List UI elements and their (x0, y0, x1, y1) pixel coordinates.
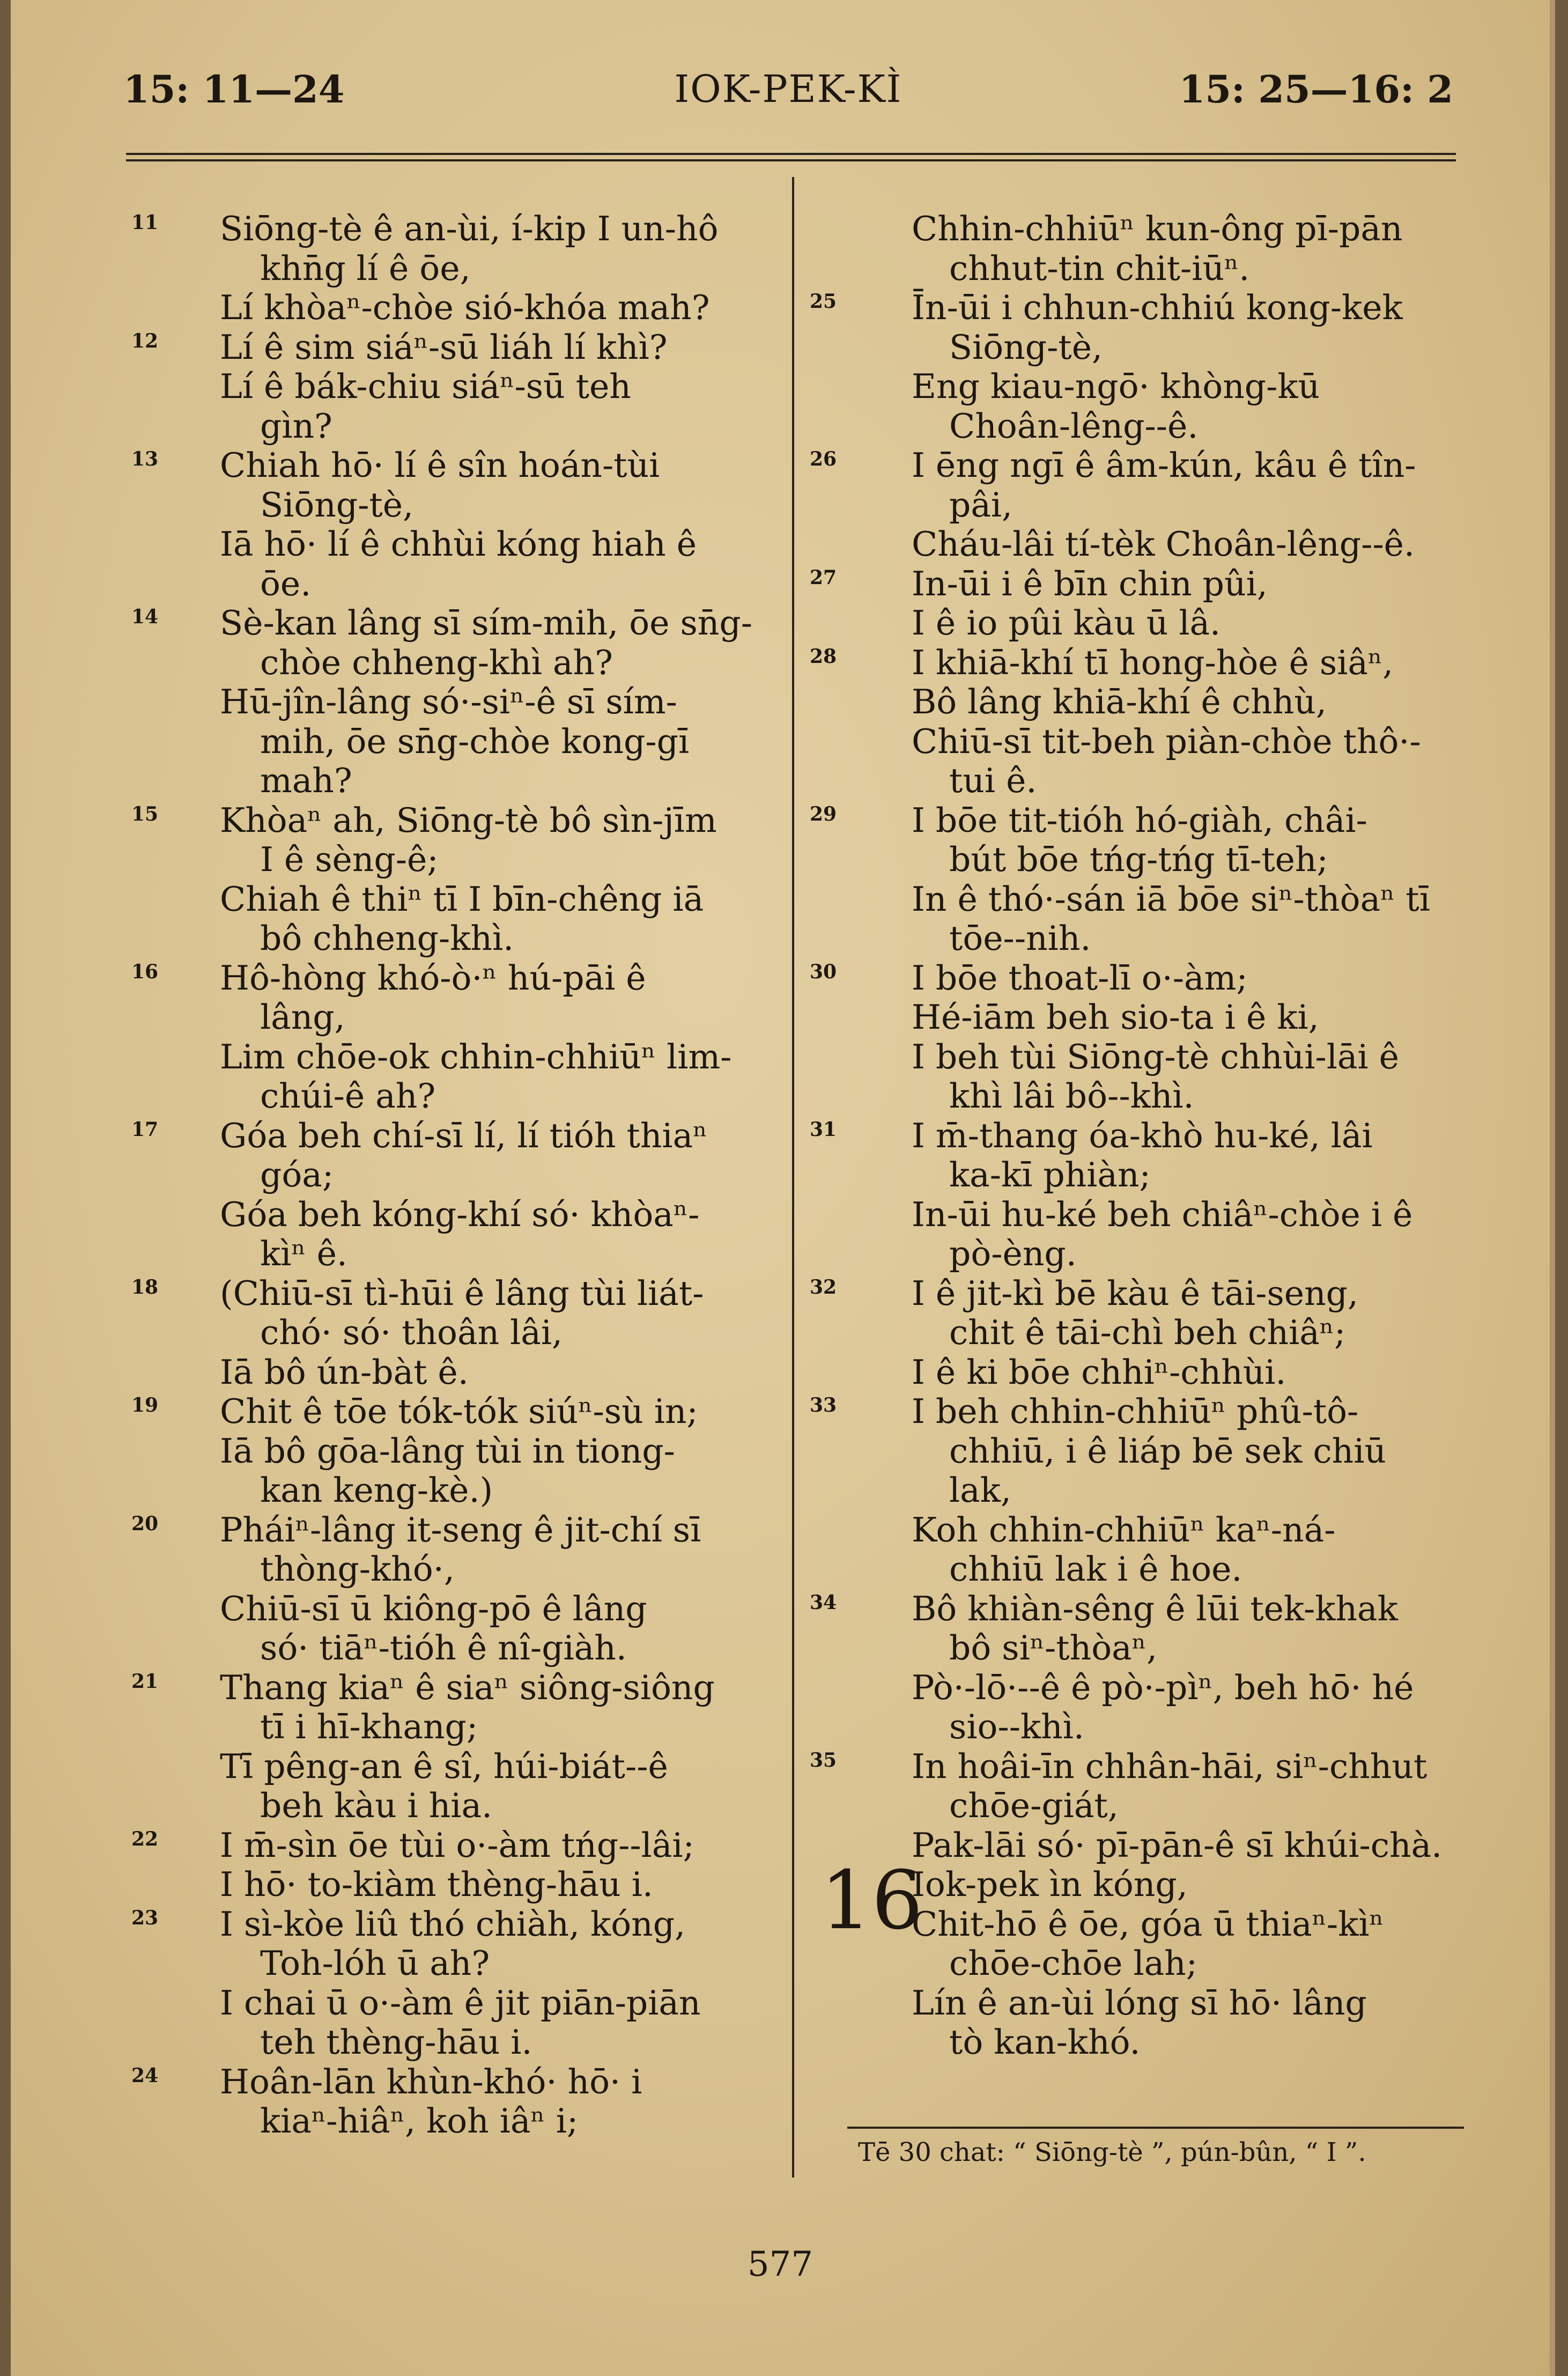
verse-line (123, 1116, 783, 1156)
verse-text: I beh chhin-chhiūⁿ phû-tô- (912, 1392, 1359, 1431)
verse-text: thòng-khó·, (260, 1549, 455, 1589)
verse-number: 25 (810, 290, 837, 313)
verse-line (123, 446, 783, 485)
verse-number: 26 (810, 448, 837, 470)
verse-text: chōe-chōe lah; (949, 1944, 1197, 1983)
verse-line (123, 1786, 783, 1826)
page-number: 577 (747, 2245, 813, 2284)
verse-number: 27 (810, 566, 837, 589)
verse-line (810, 1353, 1469, 1392)
verse-line (123, 682, 783, 722)
verse-text: I chai ū o·-àm ê jit piān-piān (220, 1983, 701, 2023)
verse-line (123, 1037, 783, 1077)
verse-text: In-ūi i ê bīn chin pûi, (912, 564, 1268, 603)
verse-text: Sè-kan lâng sī sím-mih, ōe sn̄g- (220, 603, 752, 643)
verse-text: Siōng-tè ê an-ùi, í-kip I un-hô (220, 209, 719, 248)
verse-line (810, 525, 1469, 564)
verse-text: ōe. (260, 564, 312, 603)
verse-line (123, 919, 783, 958)
verse-line (810, 1116, 1469, 1156)
verse-text: I sì-kòe liû thó chiàh, kóng, (220, 1904, 686, 1944)
verse-line (810, 643, 1469, 683)
verse-text: Chiū-sī ū kiông-pō ê lâng (220, 1589, 647, 1628)
verse-text: I ê jit-kì bē kàu ê tāi-seng, (912, 1273, 1358, 1313)
verse-text: I ēng ngī ê âm-kún, kâu ê tîn- (912, 446, 1416, 485)
verse-text: bút bōe tńg-tńg tī-teh; (949, 840, 1328, 879)
verse-number: 35 (810, 1748, 837, 1772)
verse-number: 21 (131, 1670, 159, 1693)
verse-text: gìn? (260, 406, 332, 446)
verse-text: Pò·-lō·--ê ê pò·-pìⁿ, beh hō· hé (912, 1667, 1414, 1707)
verse-line (123, 288, 783, 328)
verse-line (123, 643, 783, 683)
verse-line (123, 1549, 783, 1589)
verse-line (123, 1983, 783, 2023)
verse-text: Hô-hòng khó-ò·ⁿ hú-pāi ê (220, 958, 646, 998)
verse-line (123, 1392, 783, 1431)
verse-text: In ê thó·-sán iā bōe siⁿ-thòaⁿ tī (912, 879, 1430, 919)
verse-line (123, 1076, 783, 1116)
verse-line (123, 1668, 783, 1708)
verse-text: Tī pêng-an ê sî, húi-biát--ê (220, 1746, 668, 1786)
verse-text: Iā hō· lí ê chhùi kóng hiah ê (220, 525, 697, 564)
verse-text: bô chheng-khì. (260, 919, 514, 958)
verse-line (123, 1865, 783, 1905)
verse-text: I beh tùi Siōng-tè chhùi-lāi ê (912, 1037, 1399, 1076)
verse-text: beh kàu i hia. (260, 1786, 493, 1825)
verse-text: tui ê. (949, 761, 1037, 800)
verse-number: 20 (131, 1512, 159, 1535)
verse-line (123, 1195, 783, 1235)
verse-line (810, 367, 1469, 407)
verse-text: chōe-giát, (949, 1786, 1119, 1825)
chapter-number: 16 (820, 1854, 923, 1947)
verse-text: chòe chheng-khì ah? (260, 643, 613, 682)
verse-line (810, 1549, 1469, 1589)
footnote: Tē 30 chat: “ Siōng-tè ”, pún-bûn, “ I ”. (858, 2137, 1366, 2167)
verse-line (810, 1313, 1469, 1353)
verse-line (810, 1628, 1469, 1668)
verse-text: chhut-tin chit-iūⁿ. (949, 248, 1250, 288)
verse-line (123, 1234, 783, 1274)
verse-number: 19 (131, 1394, 159, 1416)
verse-text: I khiā-khí tī hong-hòe ê siâⁿ, (912, 643, 1394, 682)
verse-text: tōe--nih. (949, 919, 1091, 958)
verse-line (810, 761, 1469, 801)
verse-text: Lí khòaⁿ-chòe sió-khóa mah? (220, 288, 710, 327)
verse-text: chúi-ê ah? (260, 1076, 436, 1116)
verse-line (123, 840, 783, 880)
verse-line (810, 2023, 1469, 2062)
verse-line (810, 1905, 1469, 1944)
verse-number: 34 (810, 1591, 837, 1614)
verse-line (810, 1037, 1469, 1077)
verse-line (123, 249, 783, 289)
column-divider (792, 177, 794, 2178)
verse-line (123, 2062, 783, 2102)
verse-text: Eng kiau-ngō· khòng-kū (912, 367, 1320, 406)
verse-text: tī i hī-khang; (260, 1707, 478, 1746)
verse-line (123, 722, 783, 762)
verse-text: Cháu-lâi tí-tèk Choân-lêng--ê. (912, 525, 1415, 564)
verse-line (123, 2023, 783, 2062)
verse-text: Chiah ê thiⁿ tī I bīn-chêng iā (220, 879, 704, 919)
running-header (123, 67, 1453, 115)
verse-line (810, 682, 1469, 722)
verse-line (123, 958, 783, 998)
verse-text: Iā bô ún-bàt ê. (220, 1352, 469, 1392)
verse-text: Koh chhin-chhiūⁿ kaⁿ-ná- (912, 1510, 1336, 1549)
verse-line (810, 801, 1469, 840)
verse-text: teh thèng-hāu i. (260, 2023, 532, 2062)
verse-line (123, 407, 783, 446)
verse-line (123, 328, 783, 367)
verse-text: I ê ki bōe chhiⁿ-chhùi. (912, 1352, 1286, 1392)
verse-text: kan keng-kè.) (260, 1471, 493, 1510)
verse-text: Góa beh chí-sī lí, lí tióh thiaⁿ (220, 1116, 708, 1155)
verse-line (810, 249, 1469, 289)
verse-text: Siōng-tè, (949, 327, 1103, 367)
verse-text: pò-èng. (949, 1234, 1077, 1273)
verse-text: kiaⁿ-hiâⁿ, koh iâⁿ i; (260, 2101, 579, 2141)
verse-line (123, 367, 783, 407)
verse-text: I m̄-sìn ōe tùi o·-àm tńg--lâi; (220, 1825, 694, 1865)
verse-number: 16 (131, 960, 159, 983)
verse-line (123, 880, 783, 919)
verse-text: Bô khiàn-sêng ê lūi tek-khak (912, 1589, 1398, 1628)
verse-line (123, 525, 783, 564)
verse-line (123, 998, 783, 1037)
verse-text: Chiū-sī tit-beh piàn-chòe thô·- (912, 721, 1421, 761)
verse-line (123, 1471, 783, 1510)
verse-line (123, 1944, 783, 1983)
verse-line (810, 288, 1469, 328)
header-right-reference: 15: 25—16: 2 (1179, 67, 1453, 112)
verse-text: chó· só· thoân lâi, (260, 1313, 563, 1352)
verse-text: Toh-lóh ū ah? (260, 1944, 490, 1983)
verse-line (810, 1786, 1469, 1826)
verse-line (810, 1155, 1469, 1195)
verse-number: 30 (810, 960, 837, 983)
verse-line (810, 1076, 1469, 1116)
verse-text: Hū-jîn-lâng só·-siⁿ-ê sī sím- (220, 682, 677, 721)
verse-line (810, 328, 1469, 367)
verse-line (810, 564, 1469, 604)
verse-text: mah? (260, 761, 352, 800)
verse-line (810, 1392, 1469, 1431)
verse-text: In hoâi-īn chhân-hāi, siⁿ-chhut (912, 1746, 1428, 1786)
verse-text: Khòaⁿ ah, Siōng-tè bô sìn-jīm (220, 800, 717, 840)
verse-line (810, 407, 1469, 446)
verse-text: In-ūi hu-ké beh chiâⁿ-chòe i ê (912, 1194, 1413, 1234)
verse-line (123, 1155, 783, 1195)
verse-line (810, 1234, 1469, 1274)
verse-number: 24 (131, 2064, 159, 2087)
verse-text: Chiah hō· lí ê sîn hoán-tùi (220, 446, 660, 485)
verse-number: 22 (131, 1827, 159, 1850)
verse-number: 28 (810, 645, 837, 668)
verse-text: góa; (260, 1155, 334, 1194)
verse-line (810, 1195, 1469, 1235)
verse-line (123, 1431, 783, 1471)
verse-text: Lí ê sim siáⁿ-sū liáh lí khì? (220, 327, 668, 367)
verse-text: lak, (949, 1471, 1011, 1510)
verse-text: mih, ōe sn̄g-chòe kong-gī (260, 721, 690, 761)
verse-text: Thang kiaⁿ ê siaⁿ siông-siông (220, 1667, 715, 1707)
verse-line (810, 919, 1469, 958)
verse-text: I ê sèng-ê; (260, 840, 439, 879)
verse-line (810, 1668, 1469, 1708)
verse-text: Choân-lêng--ê. (949, 406, 1199, 446)
verse-text: ka-kī phiàn; (949, 1155, 1151, 1194)
verse-number: 11 (131, 211, 159, 234)
verse-line (810, 1510, 1469, 1550)
verse-line (123, 564, 783, 604)
verse-text: lâng, (260, 998, 345, 1037)
verse-number: 32 (810, 1275, 837, 1298)
verse-text: (Chiū-sī tì-hūi ê lâng tùi liát- (220, 1273, 704, 1313)
verse-line (123, 801, 783, 840)
verse-text: I bōe thoat-lī o·-àm; (912, 958, 1248, 998)
verse-text: Lí ê bák-chiu siáⁿ-sū teh (220, 367, 631, 406)
verse-line (123, 1707, 783, 1747)
verse-text: kìⁿ ê. (260, 1234, 347, 1273)
verse-line (810, 1589, 1469, 1629)
verse-text: Iok-pek ìn kóng, (912, 1865, 1188, 1904)
verse-text: Lim chōe-ok chhin-chhiūⁿ lim- (220, 1037, 732, 1076)
verse-line (810, 958, 1469, 998)
verse-line (810, 1944, 1469, 1983)
verse-line (810, 880, 1469, 919)
verse-text: Chhin-chhiūⁿ kun-ông pī-pān (912, 209, 1403, 248)
verse-number: 29 (810, 802, 837, 825)
verse-line (810, 446, 1469, 485)
verse-number: 17 (131, 1118, 159, 1141)
verse-line (123, 1274, 783, 1314)
verse-text: I bōe tit-tióh hó-giàh, châi- (912, 800, 1367, 840)
verse-line (123, 485, 783, 525)
verse-text: Iā bô gōa-lâng tùi in tiong- (220, 1431, 675, 1471)
verse-text: I ê io pûi kàu ū lâ. (912, 603, 1221, 643)
verse-text: Hé-iām beh sio-ta i ê ki, (912, 998, 1319, 1037)
verse-number: 12 (131, 329, 159, 352)
verse-line (123, 1353, 783, 1392)
verse-line (810, 1431, 1469, 1471)
verse-line (123, 1589, 783, 1629)
verse-line (810, 1747, 1469, 1787)
verse-text: bô siⁿ-thòaⁿ, (949, 1628, 1157, 1667)
verse-line (810, 1983, 1469, 2023)
verse-text: khì lâi bô--khì. (949, 1076, 1194, 1116)
verse-text: chhiū, i ê liáp bē sek chiū (949, 1431, 1386, 1471)
verse-line (123, 1628, 783, 1668)
verse-number: 31 (810, 1118, 837, 1141)
verse-number: 14 (131, 606, 159, 628)
verse-text: Pháiⁿ-lâng it-seng ê jit-chí sī (220, 1510, 701, 1549)
verse-number: 13 (131, 448, 159, 470)
verse-line (810, 840, 1469, 880)
footnote-rule (847, 2127, 1464, 2129)
header-left-reference: 15: 11—24 (123, 67, 345, 112)
verse-text: Īn-ūi i chhun-chhiú kong-kek (912, 288, 1403, 327)
left-column (123, 209, 783, 2141)
verse-text: tò kan-khó. (949, 2023, 1141, 2062)
verse-text: Chit ê tōe tók-tók siúⁿ-sù in; (220, 1392, 698, 1431)
verse-number: 15 (131, 802, 159, 825)
verse-text: só· tiāⁿ-tióh ê nî-giàh. (260, 1628, 627, 1667)
verse-text: Hoân-lān khùn-khó· hō· i (220, 2062, 642, 2101)
verse-text: sio--khì. (949, 1707, 1084, 1746)
verse-line (810, 1707, 1469, 1747)
verse-number: 33 (810, 1394, 837, 1416)
verse-text: khn̄g lí ê ōe, (260, 248, 471, 288)
right-column (810, 209, 1469, 2062)
verse-line (123, 209, 783, 249)
verse-text: Bô lâng khiā-khí ê chhù, (912, 682, 1327, 721)
verse-line (123, 1826, 783, 1865)
verse-line (123, 761, 783, 801)
verse-text: Pak-lāi só· pī-pān-ê sī khúi-chà. (912, 1825, 1443, 1865)
verse-line (810, 1274, 1469, 1314)
verse-line (810, 722, 1469, 762)
verse-text: Chit-hō ê ōe, góa ū thiaⁿ-kìⁿ (912, 1904, 1384, 1944)
verse-text: I m̄-thang óa-khò hu-ké, lâi (912, 1116, 1373, 1155)
verse-line (123, 603, 783, 643)
verse-text: I hō· to-kiàm thèng-hāu i. (220, 1865, 653, 1904)
verse-text: chhiū lak i ê hoe. (949, 1549, 1242, 1589)
verse-number: 23 (131, 1906, 159, 1929)
verse-line (123, 1313, 783, 1353)
scripture-page (11, 0, 1555, 2376)
verse-text: chit ê tāi-chì beh chiâⁿ; (949, 1313, 1346, 1352)
verse-text: Siōng-tè, (260, 485, 414, 525)
verse-line (810, 1471, 1469, 1510)
verse-text: Góa beh kóng-khí só· khòaⁿ- (220, 1194, 700, 1234)
verse-line (123, 2101, 783, 2141)
verse-text: pâi, (949, 485, 1013, 525)
verse-line (123, 1905, 783, 1944)
verse-line (810, 485, 1469, 525)
verse-line (810, 209, 1469, 249)
verse-line (810, 998, 1469, 1037)
header-book-title: IOK-PEK-KÌ (674, 67, 903, 111)
verse-text: Lín ê an-ùi lóng sī hō· lâng (912, 1983, 1367, 2023)
verse-line (123, 1747, 783, 1787)
verse-line (123, 1510, 783, 1550)
header-double-rule (126, 153, 1456, 161)
verse-line (810, 603, 1469, 643)
verse-number: 18 (131, 1275, 159, 1298)
